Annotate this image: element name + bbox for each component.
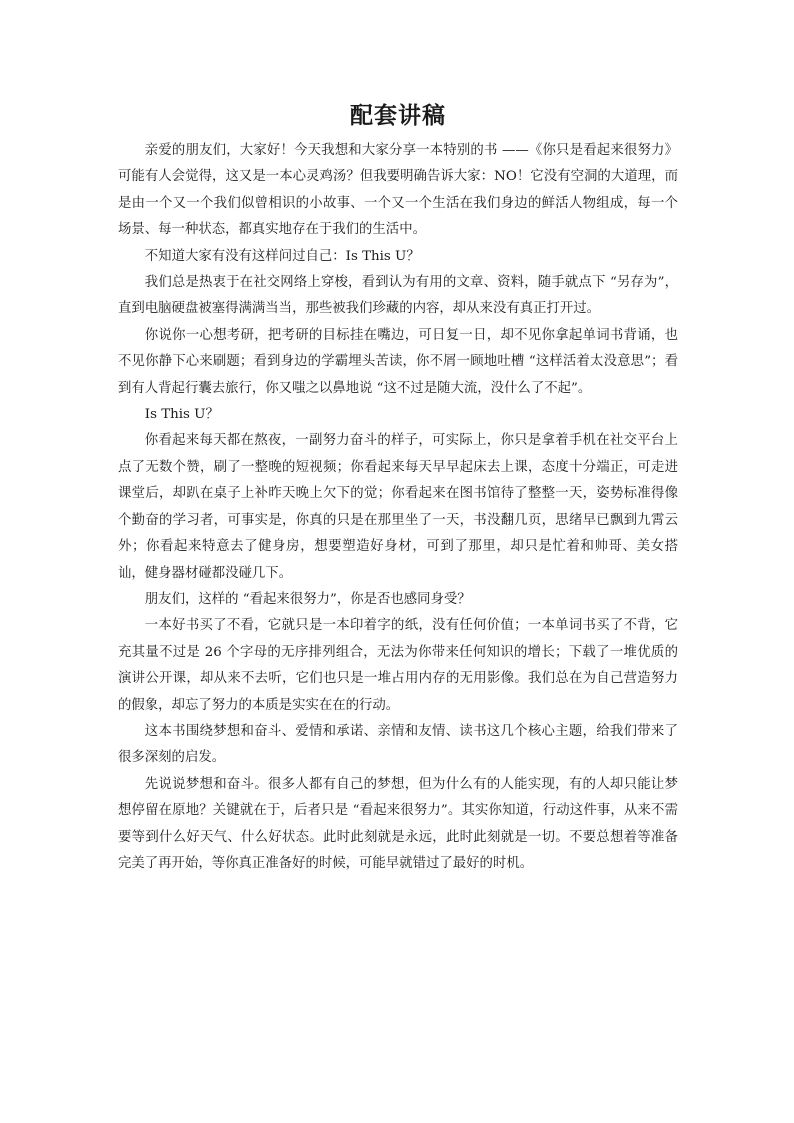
paragraph-good-book: 一本好书买了不看，它就只是一本印着字的纸，没有任何价值；一本单词书买了不背，它充其量不过是 26 个字母的无序排列组合，无法为你带来任何知识的增长；下载了一堆优质的演讲公开课，却从来不去听，它们也只是一堆占用内存的无用影像。我们总在为自己营造努力的假象，却忘了努力的本质是实实在在的行动。 bbox=[118, 618, 678, 713]
paragraph-is-this-u: Is This U？ bbox=[144, 407, 219, 423]
paragraph-dreams: 先说说梦想和奋斗。很多人都有自己的梦想，但为什么有的人能实现，有的人却只能让梦想停留在原地？关键就在于，后者只是 “看起来很努力”。其实你知道，行动这件事，从来不需要等到什么好天气、什么好状态。此时此刻就是永远，此时此刻就是一切。不要总想着等准备完美了再开始，等你真正准备好的时候，可能早就错过了最好的时机。 bbox=[118, 776, 678, 871]
paragraph-social-network: 我们总是热衷于在社交网络上穿梭，看到认为有用的文章、资料，随手就点下 “另存为”，直到电脑硬盘被塞得满满当当，那些被我们珍藏的内容，却从来没有真正打开过。 bbox=[118, 275, 678, 317]
paragraph-intro: 亲爱的朋友们，大家好！今天我想和大家分享一本特别的书 ——《你只是看起来很努力》 可能有人会觉得，这又是一本心灵鸡汤？但我要明确告诉大家：NO！它没有空洞的大道理，而是由一个又一个我们似曾相识的小故事、一个又一个生活在我们身边的鲜活人物组成，每一个场景、每一种状态，都真实地存在于我们的生活中。 bbox=[118, 143, 678, 238]
paragraph-exam-prep: 你说你一心想考研，把考研的目标挂在嘴边，可日复一日，却不见你拿起单词书背诵，也不见你静下心来刷题；看到身边的学霸埋头苦读，你不屑一顾地吐槽 “这样活着太没意思”；看到有人背起行囊去旅行，你又嗤之以鼻地说 “这不过是随大流，没什么了不起”。 bbox=[118, 327, 678, 396]
paragraph-empathy: 朋友们，这样的 “看起来很努力”，你是否也感同身受？ bbox=[144, 591, 471, 607]
document-title: 配套讲稿 bbox=[350, 102, 446, 129]
paragraph-question: 不知道大家有没有这样问过自己：Is This U？ bbox=[144, 248, 420, 264]
paragraph-themes: 这本书围绕梦想和奋斗、爱情和承诺、亲情和友情、读书这几个核心主题，给我们带来了很多深刻的启发。 bbox=[118, 723, 678, 766]
paragraph-looks-busy: 你看起来每天都在熬夜，一副努力奋斗的样子，可实际上，你只是拿着手机在社交平台上点了无数个赞，刷了一整晚的短视频；你看起来每天早早起床去上课，态度十分端正，可走进课堂后，却趴在桌子上补昨天晚上欠下的觉；你看起来在图书馆待了整整一天，姿势标准得像个勤奋的学习者，可事实是，你真的只是在那里坐了一天，书没翻几页，思绪早已飘到九霄云外；你看起来特意去了健身房，想要塑造好身材，可到了那里，却只是忙着和帅哥、美女搭讪，健身器材碰都没碰几下。 bbox=[118, 433, 678, 581]
document-page bbox=[118, 98, 678, 877]
